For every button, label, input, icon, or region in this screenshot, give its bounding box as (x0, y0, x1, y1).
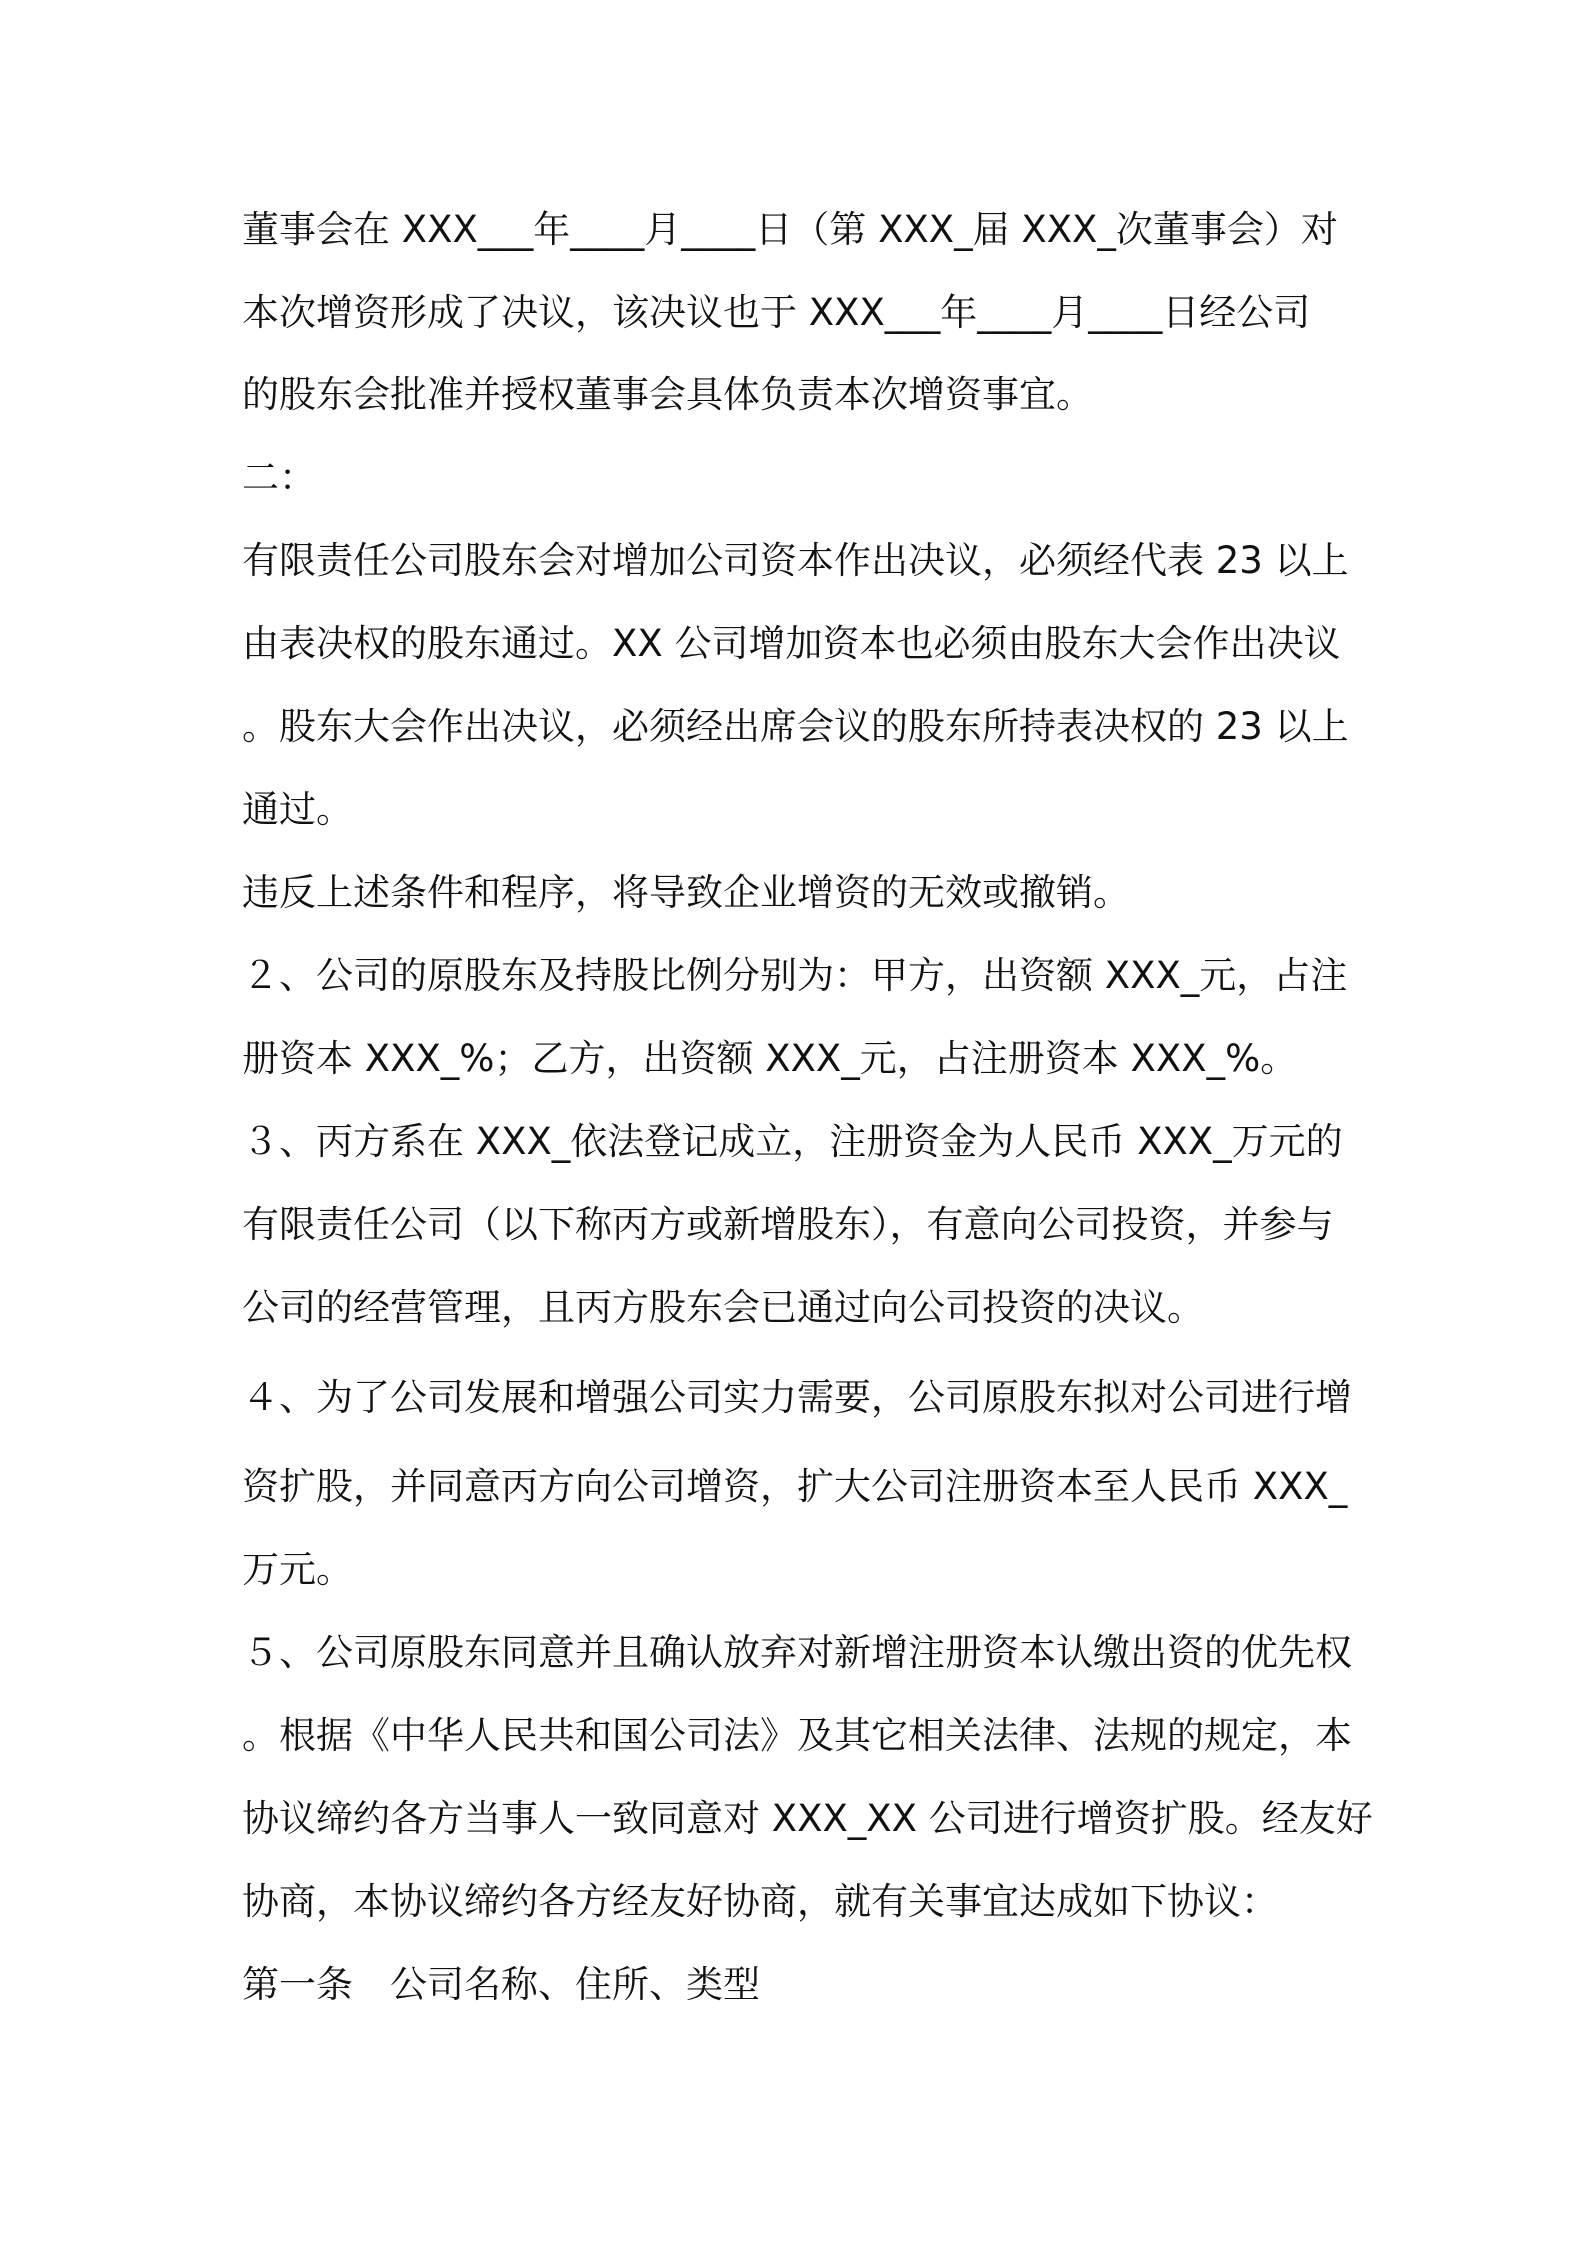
text-line-5: 有限责任公司股东会对增加公司资本作出决议，必须经代表 23 以上 (242, 539, 1349, 582)
text-line-8: 通过。 (242, 788, 353, 831)
section-heading-two: 二： (242, 456, 316, 499)
text-line-19: 。根据《中华人民共和国公司法》及其它相关法律、法规的规定，本 (242, 1714, 1352, 1757)
text-line-2: 本次增资形成了决议，该决议也于 XXX___年____月____日经公司 (242, 291, 1311, 334)
text-line-15: ４、为了公司发展和增强公司实力需要，公司原股东拟对公司进行增 (242, 1376, 1352, 1419)
article-heading-1: 第一条 公司名称、住所、类型 (242, 1963, 760, 2006)
text-line-10: ２、公司的原股东及持股比例分别为：甲方，出资额 XXX_元，占注 (242, 954, 1348, 997)
text-line-14: 公司的经营管理，且丙方股东会已通过向公司投资的决议。 (242, 1286, 1204, 1329)
text-line-13: 有限责任公司（以下称丙方或新增股东），有意向公司投资，并参与 (242, 1203, 1334, 1246)
text-line-21: 协商，本协议缔约各方经友好协商，就有关事宜达成如下协议： (242, 1880, 1278, 1923)
text-line-20: 协议缔约各方当事人一致同意对 XXX_XX 公司进行增资扩股。经友好 (242, 1797, 1373, 1840)
text-line-6: 由表决权的股东通过。XX 公司增加资本也必须由股东大会作出决议 (242, 622, 1341, 665)
text-line-3: 的股东会批准并授权董事会具体负责本次增资事宜。 (242, 373, 1093, 416)
text-line-18: ５、公司原股东同意并且确认放弃对新增注册资本认缴出资的优先权 (242, 1631, 1352, 1674)
text-line-17: 万元。 (242, 1548, 353, 1591)
text-line-7: 。股东大会作出决议，必须经出席会议的股东所持表决权的 23 以上 (242, 705, 1349, 748)
text-line-16: 资扩股，并同意丙方向公司增资，扩大公司注册资本至人民币 XXX_ (242, 1465, 1348, 1508)
text-line-11: 册资本 XXX_%；乙方，出资额 XXX_元，占注册资本 XXX_%。 (242, 1037, 1298, 1080)
text-line-12: ３、丙方系在 XXX_依法登记成立，注册资金为人民币 XXX_万元的 (242, 1120, 1343, 1163)
text-line-1: 董事会在 XXX___年____月____日（第 XXX_届 XXX_次董事会）对 (242, 208, 1338, 251)
text-line-9: 违反上述条件和程序，将导致企业增资的无效或撤销。 (242, 871, 1130, 914)
